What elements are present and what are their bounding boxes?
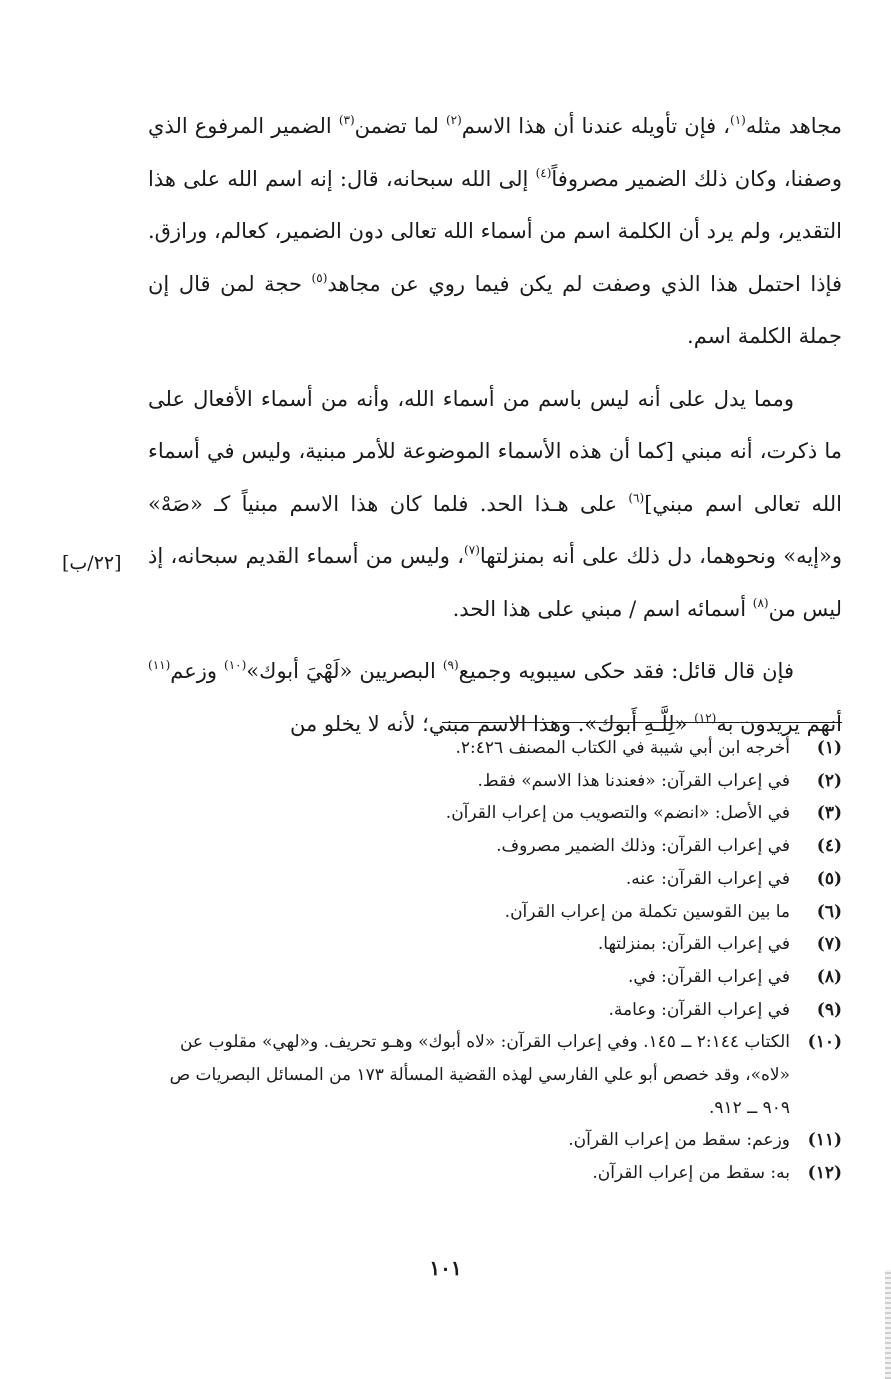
footnote xyxy=(140,1157,842,1190)
footnote-number: (٨) xyxy=(816,966,842,987)
footnote-ref[interactable]: (١) xyxy=(730,113,746,127)
footnote-text: ما بين القوسين تكملة من إعراب القرآن. xyxy=(504,901,790,922)
footnote-number: (٥) xyxy=(816,868,842,889)
page-number: ١٠١ xyxy=(429,1256,462,1280)
footnote-text: في الأصل: «انضم» والتصويب من إعراب القرآن. xyxy=(445,803,790,824)
footnote-ref[interactable]: (٥) xyxy=(311,270,328,285)
footnote-number: (١٢) xyxy=(807,1163,842,1184)
footnote xyxy=(140,732,842,765)
footnote-number: (٩) xyxy=(816,999,842,1020)
footnote-text: في إعراب القرآن: وعامة. xyxy=(608,999,790,1020)
scan-page-edge xyxy=(885,1270,891,1379)
footnote-number: (١٠) xyxy=(807,1032,842,1053)
footnote-number: (٣) xyxy=(816,803,842,824)
footnote-text: في إعراب القرآن: بمنزلتها. xyxy=(597,934,790,955)
footnote xyxy=(140,961,842,994)
footnote xyxy=(140,1124,842,1157)
manuscript-folio-marker: [٢٢/ب] xyxy=(62,552,122,574)
footnote-text: الكتاب ٢:١٤٤ ــ ١٤٥. وفي إعراب القرآن: «لاه أبوك» وهـو تحريف. و«لهي» مقلوب عن «لاه»، وقد خصص أبو علي الفارسي لهذه القضية المسألة ١٧٣ من المسائل البصريات ص ٩٠٩ ــ ٩١٢. xyxy=(169,1032,790,1118)
footnote-divider xyxy=(442,722,842,723)
footnote xyxy=(140,765,842,798)
footnote-text: به: سقط من إعراب القرآن. xyxy=(592,1163,790,1184)
footnote xyxy=(140,863,842,896)
footnote xyxy=(140,1026,842,1124)
footnotes xyxy=(140,732,842,1190)
footnote-number: (٤) xyxy=(816,836,842,857)
footnote-ref[interactable]: (٩) xyxy=(442,658,459,672)
footnote-ref[interactable]: (٨) xyxy=(752,595,769,610)
footnote-ref[interactable]: (٢) xyxy=(445,113,462,127)
footnote-text: وزعم: سقط من إعراب القرآن. xyxy=(568,1130,790,1151)
footnote-ref[interactable]: (٧) xyxy=(464,543,480,557)
footnote xyxy=(140,797,842,830)
paragraph-2: ومما يدل على أنه ليس باسم من أسماء الله، وأنه من أسماء الأفعال على ما ذكرت، أنه مبني [كما أن هذه الأسماء الموضوعة للأمر مبنية، وليس في أسماء الله تعالى اسم مبني]$^{(٦)}$ على هـذا الحد. فلما كان هذا الاسم مبنياً كـ «صَهْ» و«إيه» ونحوهما، دل ذلك على أنه بمنزلتها$^{(٧)}$، وليس من أسماء القديم سبحانه، إذ ليس من$^{(٨)}$ أسمائه اسم / مبني على هذا الحد. xyxy=(148,386,842,621)
footnote xyxy=(140,896,842,929)
footnote-number: (١١) xyxy=(807,1130,842,1151)
footnote-ref[interactable]: (١١) xyxy=(148,658,171,672)
footnote-text: في إعراب القرآن: وذلك الضمير مصروف. xyxy=(496,836,790,857)
footnote-number: (٦) xyxy=(816,901,842,922)
footnote-text: في إعراب القرآن: عنه. xyxy=(625,868,790,889)
paragraph-3: فإن قال قائل: فقد حكى سيبويه وجميع$^{(٩)}$ البصريين «لَهْيَ أبوك»$^{(١٠)}$ وزعم$^{(١١)}$ أنهم يريدون به$^{(١٢)}$ «لِلَّـهِ أَبوك». وهذا الاسم مبني؛ لأنه لا يخلو من xyxy=(148,658,842,736)
footnote-ref[interactable]: (٦) xyxy=(628,490,645,505)
footnote-number: (٧) xyxy=(816,934,842,955)
footnote xyxy=(140,928,842,961)
footnote-ref[interactable]: (٣) xyxy=(338,113,355,127)
footnote-ref[interactable]: (١٠) xyxy=(224,658,247,672)
footnote-text: أخرجه ابن أبي شيبة في الكتاب المصنف ٢:٤٢٦. xyxy=(455,738,790,758)
main-text xyxy=(148,100,842,750)
footnote xyxy=(140,994,842,1027)
footnote-text: في إعراب القرآن: «فعندنا هذا الاسم» فقط. xyxy=(477,770,790,791)
paragraph-1: مجاهد مثله$^{(١)}$، فإن تأويله عندنا أن هذا الاسم$^{(٢)}$ لما تضمن$^{(٣)}$ الضمير المرفوع الذي وصفنا، وكان ذلك الضمير مصروفاً$^{(٤)}$ إلى الله سبحانه، قال: إنه اسم الله على هذا التقدير، ولم يرد أن الكلمة اسم من أسماء الله تعالى دون الضمير، كعالم، ورازق. فإذا احتمل هذا الذي وصفت لم يكن فيما روي عن مجاهد$^{(٥)}$ حجة لمن قال إن جملة الكلمة اسم. xyxy=(148,113,842,348)
footnote-text: في إعراب القرآن: في. xyxy=(628,966,790,987)
footnote-ref[interactable]: (٤) xyxy=(535,165,552,180)
footnote-ref[interactable]: (١٢) xyxy=(694,710,717,725)
footnote-number: (١) xyxy=(816,738,842,758)
footnote xyxy=(140,830,842,863)
footnote-number: (٢) xyxy=(816,770,842,791)
